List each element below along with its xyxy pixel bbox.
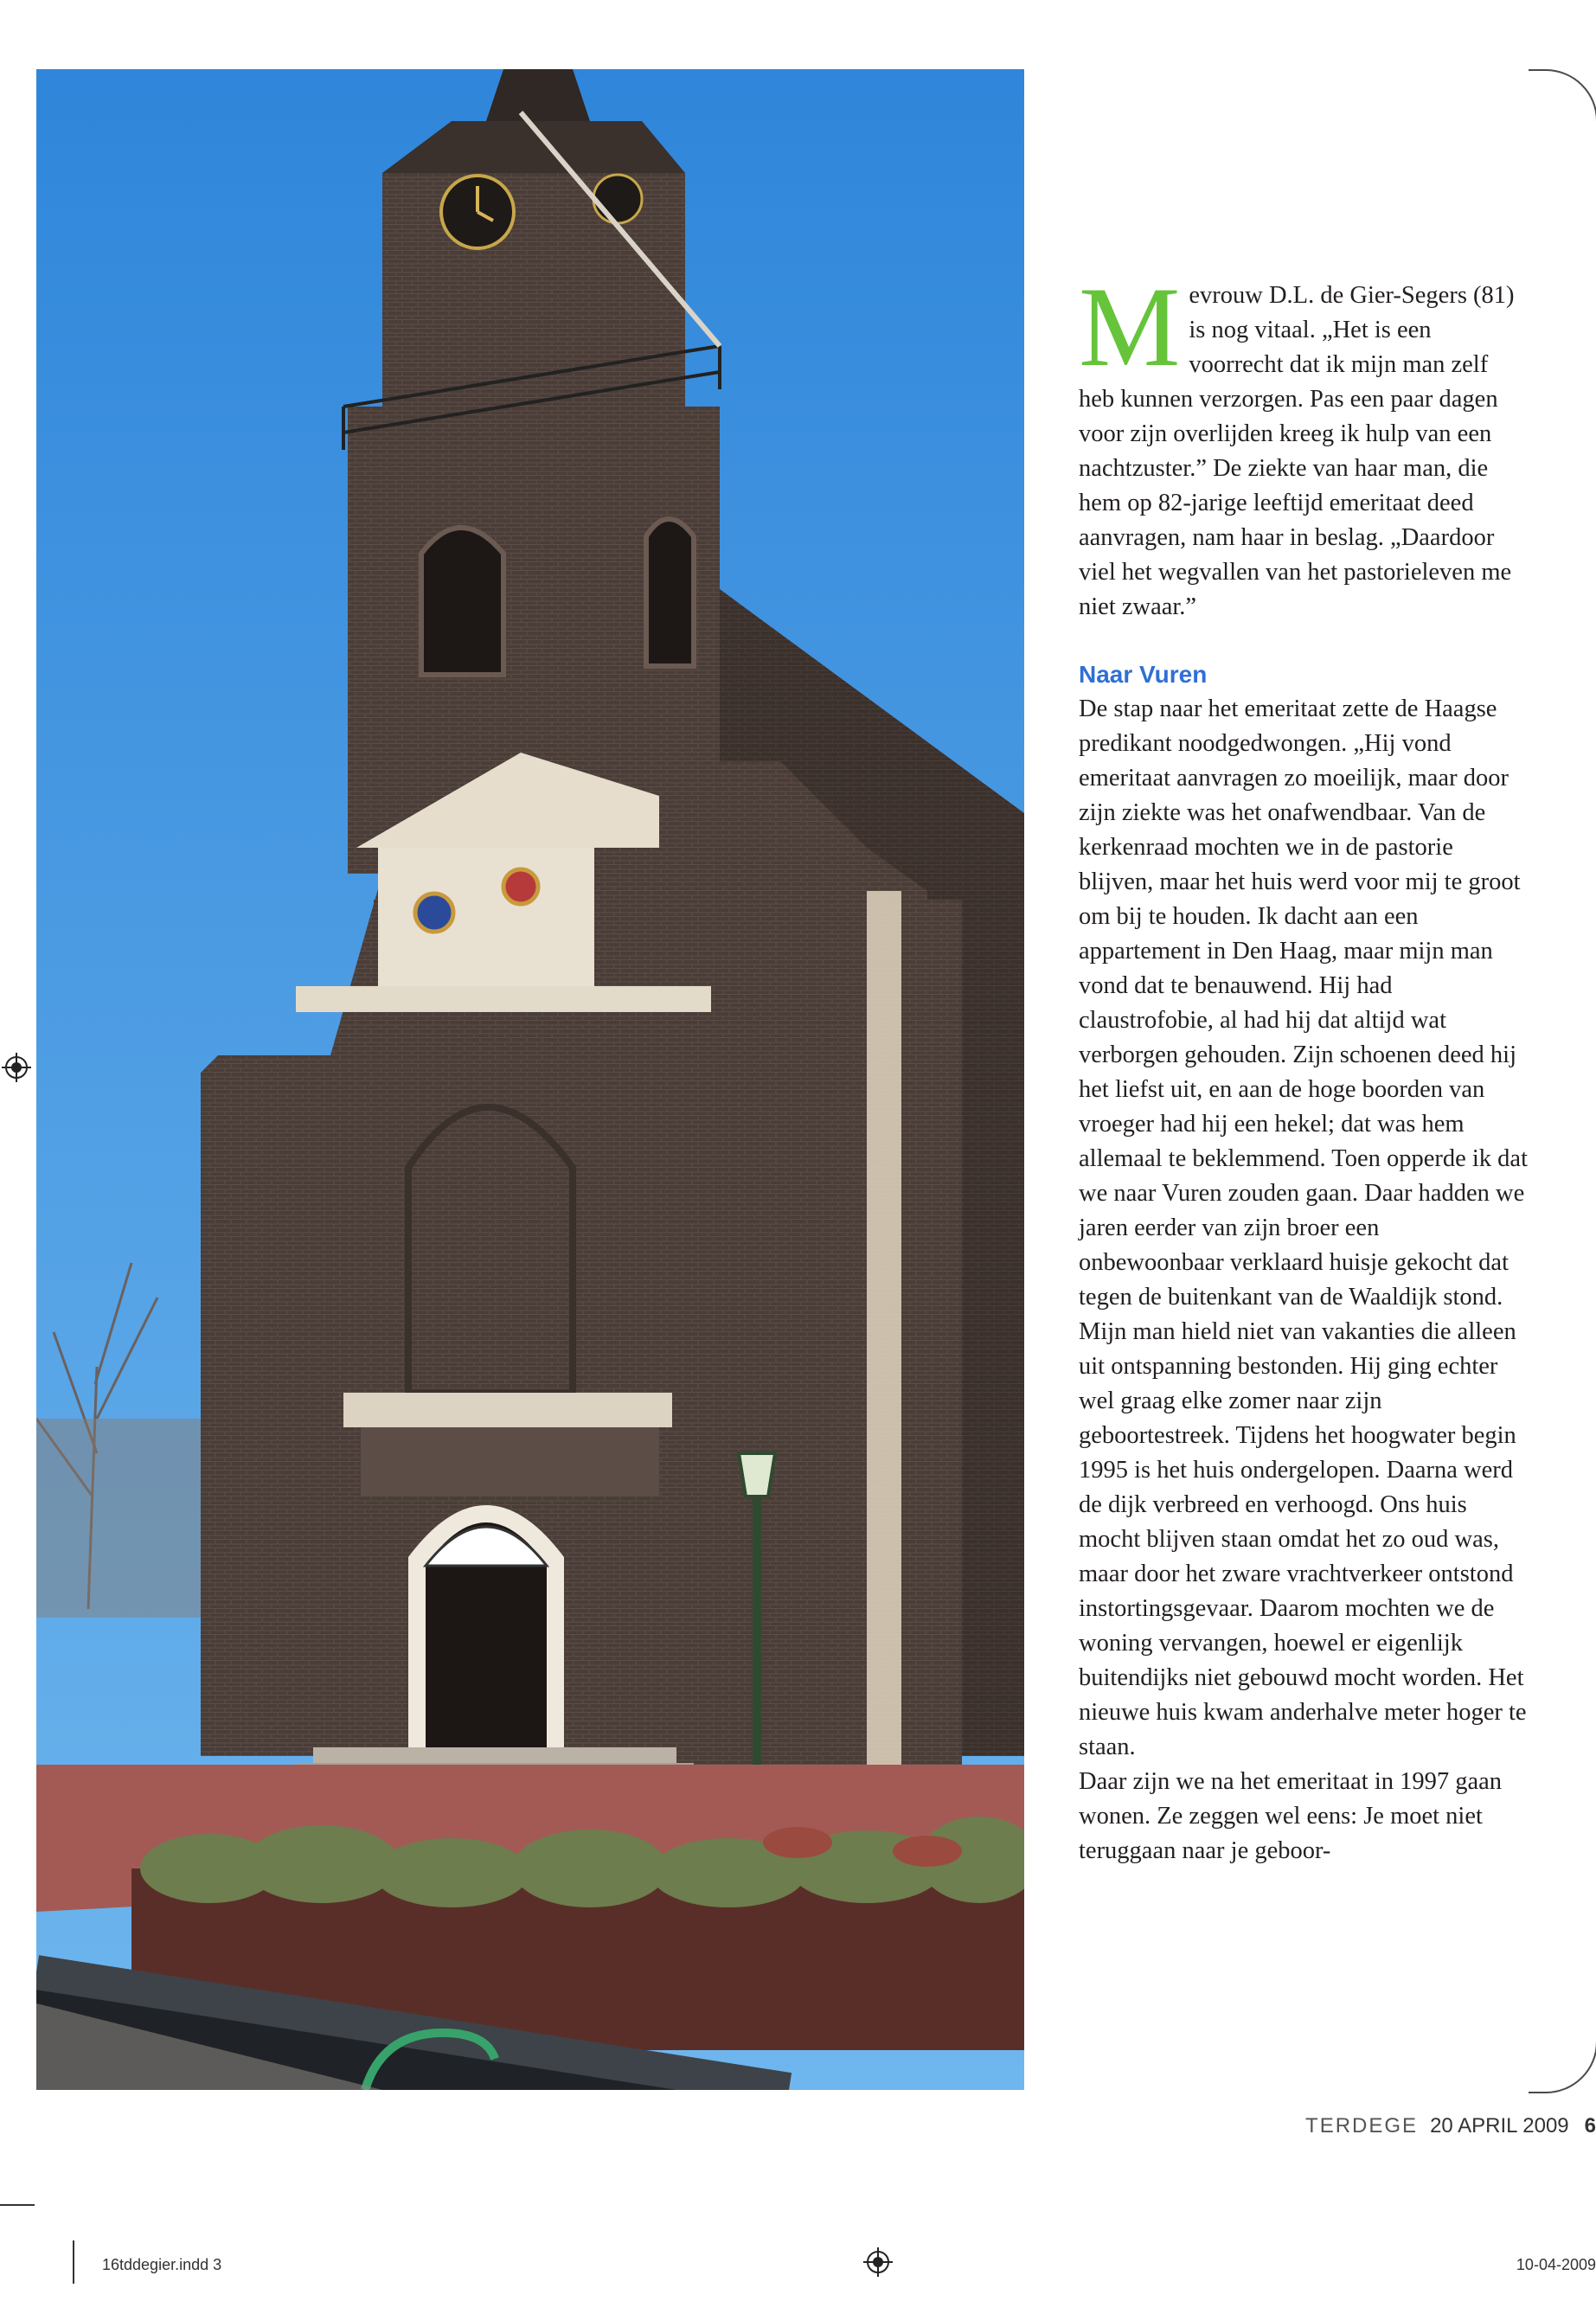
crop-mark xyxy=(0,2204,35,2206)
crop-mark xyxy=(73,2240,74,2284)
intro-text: evrouw D.L. de Gier-Segers (81) is nog vitaal. „Het is een voorrecht dat ik mijn man zelf heb kunnen verzorgen. Pas een paar dagen voor zijn overlijden kreeg ik hulp van een nachtzuster.” De ziekte van haar man, die hem op 82-jarige leeftijd emeritaat deed aanvragen, nam haar in beslag. „Daardoor viel het wegvallen van het pastorieleven me niet zwaar.” xyxy=(1079,282,1515,620)
magazine-name: TERDEGE xyxy=(1305,2114,1419,2138)
section-heading: Naar Vuren xyxy=(1079,661,1208,688)
date-slug: 10-04-2009 xyxy=(1516,2256,1596,2273)
registration-mark-icon xyxy=(2,1053,31,1082)
page-number: 6 xyxy=(1584,2114,1596,2138)
body-paragraph: De stap naar het emeritaat zette de Haagse predikant noodgedwongen. „Hij vond emeritaat aanvragen zo moeilijk, maar door zijn ziekte was het onafwendbaar. Van de kerkenraad mochten we in de pastorie blijven, maar het huis werd voor mij te groot om bij te houden. Ik dacht aan een appartement in Den Haag, maar mijn man vond dat te benauwend. Hij had claustrofobie, al had hij dat altijd wat verborgen gehouden. Zijn schoenen deed hij het liefst uit, en aan de hoge boorden van vroeger had hij een hekel; dat was hem allemaal te beklemmend. Toen opperde ik dat we naar Vuren zouden gaan. Daar hadden we jaren eerder van zijn broer een onbewoonbaar verklaard huisje gekocht dat tegen de buitenkant van de Waaldijk stond. Mijn man hield niet van vakanties die alleen uit ontspanning bestonden. Hij ging echter wel graag elke zomer naar zijn geboortestreek. Tijdens het hoogwater begin 1995 is het huis ondergelopen. Daarna werd de dijk verbreed en verhoogd. Ons huis mocht blijven staan omdat het zo oud was, maar door het zware vrachtverkeer ontstond instortingsgevaar. Daarom mochten we de woning vervangen, hoewel er eigenlijk buitendijks niet gebouwd mocht worden. Het nieuwe huis kwam anderhalve meter hoger te staan. xyxy=(1079,695,1528,1760)
registration-mark-icon xyxy=(863,2247,893,2277)
intro-paragraph xyxy=(1079,263,1529,625)
church-photo xyxy=(36,69,1024,2090)
drop-cap: M xyxy=(1079,263,1181,390)
page-footer xyxy=(1305,2114,1596,2138)
file-slug: 16tddegier.indd 3 xyxy=(102,2256,222,2273)
issue-date: 20 APRIL 2009 xyxy=(1430,2114,1569,2138)
body-paragraph-continued: Daar zijn we na het emeritaat in 1997 gaan wonen. Ze zeggen wel eens: Je moet niet teruggaan naar je geboor- xyxy=(1079,1768,1503,1864)
article-column xyxy=(1079,263,1529,1868)
page-frame xyxy=(1529,69,1596,2093)
